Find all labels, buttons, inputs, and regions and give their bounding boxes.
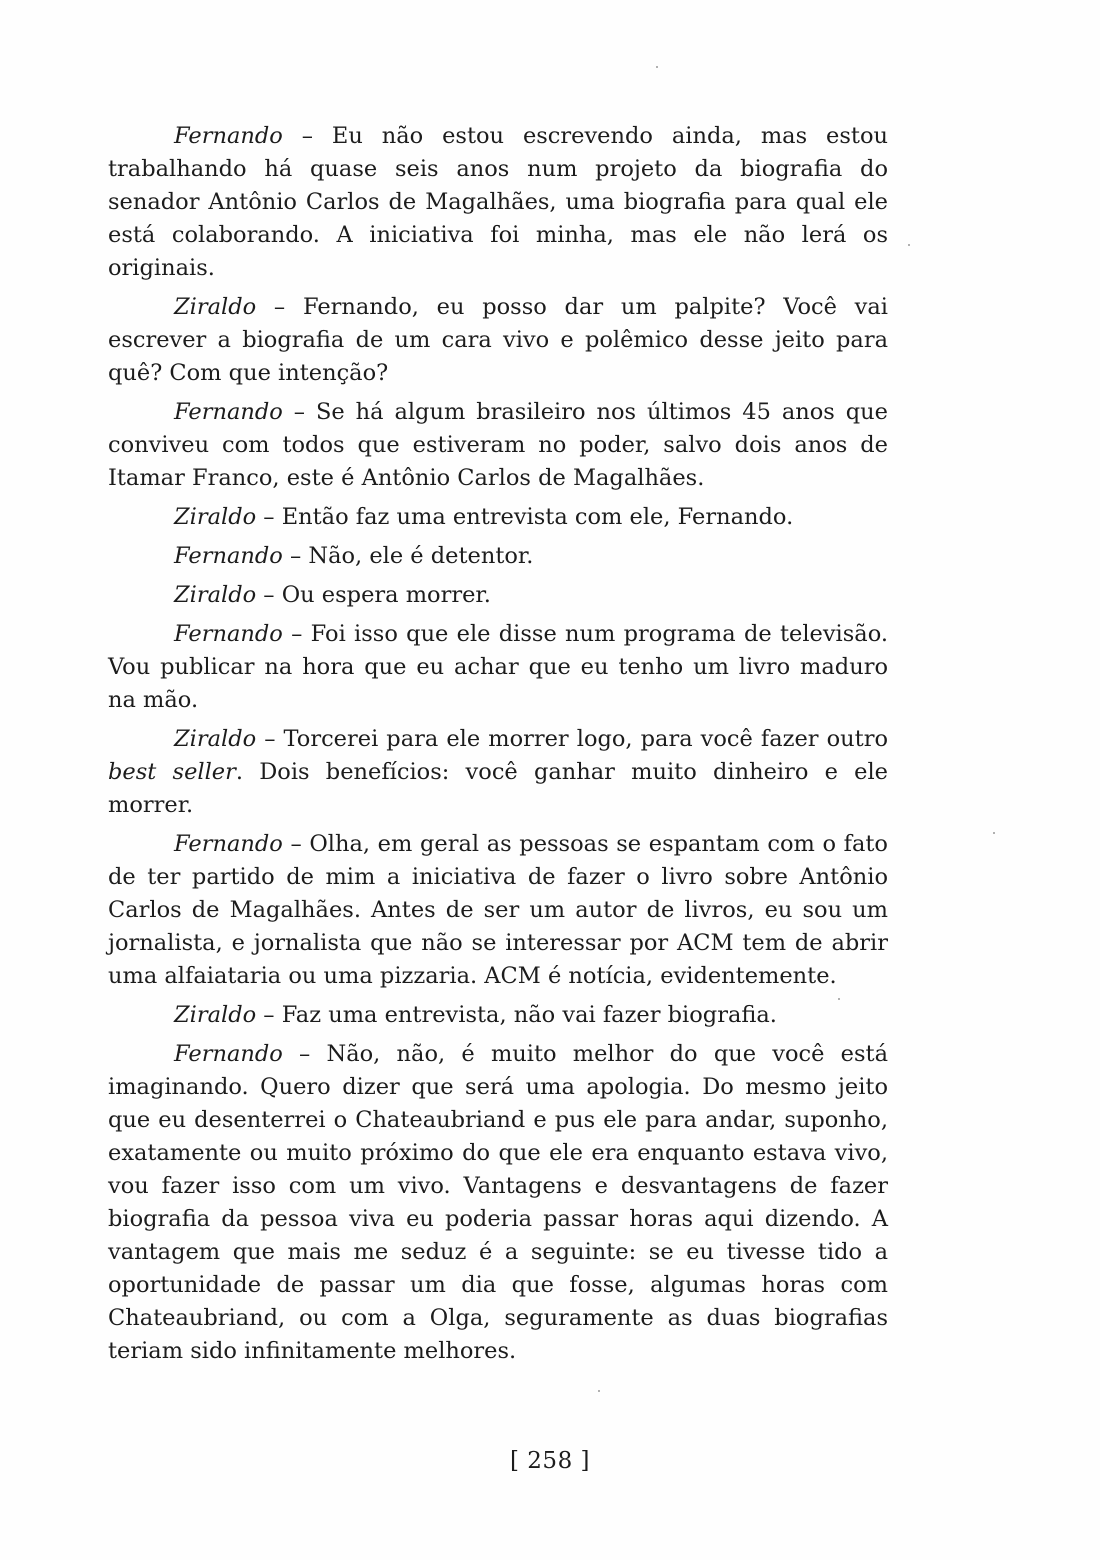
- paragraph: [108, 120, 888, 285]
- dash: –: [256, 504, 282, 530]
- speaker-name: Fernando: [174, 621, 283, 647]
- page-number: [ 258 ]: [510, 1448, 590, 1474]
- paragraph: [108, 618, 888, 717]
- paragraph-text: Não, ele é detentor.: [308, 543, 534, 569]
- dash: –: [282, 123, 332, 149]
- dialogue-text: [108, 120, 888, 1374]
- speaker-name: Fernando: [174, 831, 283, 857]
- scan-speck: [993, 832, 995, 834]
- scan-speck: [656, 66, 658, 68]
- paragraph: [108, 579, 888, 612]
- paragraph-text: Não, não, é muito melhor do que você está imaginando. Quero dizer que será uma apologia. Do mesmo jeito que eu desenterrei o Chateaubriand e pus ele para andar, suponho, exatamente ou muito próximo do que ele era enquanto estava vivo, vou fazer isso com um vivo. Vantagens e desvantagens de fazer biografia da pessoa viva eu poderia passar horas aqui dizendo. A vantagem que mais me seduz é a seguinte: se eu tivesse tido a oportunidade de passar um dia que fosse, algumas horas com Chateaubriand, ou com a Olga, seguramente as duas biografias teriam sido infinitamente melhores.: [108, 1041, 888, 1364]
- dash: –: [282, 399, 316, 425]
- paragraph: [108, 396, 888, 495]
- scan-speck: [598, 1390, 600, 1392]
- scan-speck: [838, 998, 840, 1000]
- speaker-name: Ziraldo: [174, 582, 257, 608]
- dash: –: [256, 582, 282, 608]
- dash: –: [256, 726, 284, 752]
- paragraph-text: Foi isso que ele disse num programa de televisão. Vou publicar na hora que eu achar que eu tenho um livro maduro na mão.: [108, 621, 889, 713]
- speaker-name: Fernando: [174, 123, 283, 149]
- speaker-name: Ziraldo: [174, 294, 257, 320]
- paragraph: [108, 291, 888, 390]
- paragraph-text: Ou espera morrer.: [281, 582, 491, 608]
- speaker-name: Fernando: [174, 1041, 283, 1067]
- paragraph-text: Fernando, eu posso dar um palpite? Você vai escrever a biografia de um cara vivo e polêmico desse jeito para quê? Com que intenção?: [108, 294, 889, 386]
- paragraph: [108, 723, 888, 822]
- dash: –: [256, 1002, 282, 1028]
- speaker-name: Fernando: [174, 399, 283, 425]
- paragraph-text: Então faz uma entrevista com ele, Fernando.: [281, 504, 794, 530]
- dash: –: [282, 621, 311, 647]
- dash: –: [282, 1041, 327, 1067]
- speaker-name: Fernando: [174, 543, 283, 569]
- italic-term: best seller: [108, 759, 236, 785]
- speaker-name: Ziraldo: [174, 1002, 257, 1028]
- dash: –: [256, 294, 303, 320]
- paragraph-text-continued: . Dois benefícios: você ganhar muito dinheiro e ele morrer.: [108, 759, 888, 818]
- paragraph-text: Eu não estou escrevendo ainda, mas estou trabalhando há quase seis anos num projeto da biografia do senador Antônio Carlos de Magalhães, uma biografia para qual ele está colaborando. A iniciativa foi minha, mas ele não lerá os originais.: [108, 123, 888, 281]
- paragraph: [108, 540, 888, 573]
- speaker-name: Ziraldo: [174, 504, 257, 530]
- paragraph-text: Faz uma entrevista, não vai fazer biografia.: [281, 1002, 777, 1028]
- paragraph-text: Torcerei para ele morrer logo, para você fazer outro: [283, 726, 888, 752]
- speaker-name: Ziraldo: [174, 726, 257, 752]
- paragraph-text: Olha, em geral as pessoas se espantam com o fato de ter partido de mim a iniciativa de fazer o livro sobre Antônio Carlos de Magalhães. Antes de ser um autor de livros, eu sou um jornalista, e jornalista que não se interessar por ACM tem de abrir uma alfaiataria ou uma pizzaria. ACM é notícia, evidentemente.: [108, 831, 888, 989]
- dash: –: [282, 543, 309, 569]
- dash: –: [282, 831, 310, 857]
- paragraph: [108, 999, 888, 1032]
- paragraph: [108, 828, 888, 993]
- paragraph: [108, 501, 888, 534]
- paragraph: [108, 1038, 888, 1368]
- scan-speck: [908, 244, 910, 246]
- paragraph-text: Se há algum brasileiro nos últimos 45 anos que conviveu com todos que estiveram no poder, salvo dois anos de Itamar Franco, este é Antônio Carlos de Magalhães.: [108, 399, 888, 491]
